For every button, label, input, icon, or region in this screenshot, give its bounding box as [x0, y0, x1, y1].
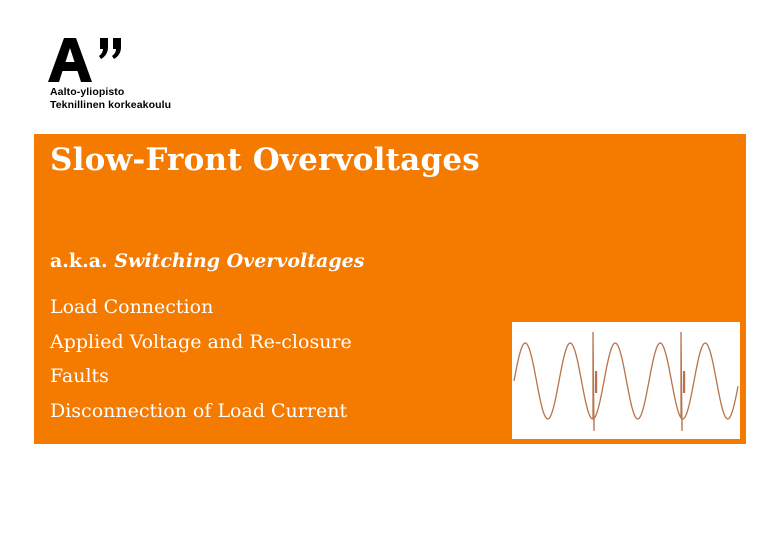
subtitle-prefix: a.k.a.	[50, 250, 115, 272]
logo-school-name: Teknillinen korkeakoulu	[50, 99, 172, 111]
topic-item: Disconnection of Load Current	[50, 399, 348, 422]
topic-list	[50, 290, 352, 428]
waveform-figure	[512, 322, 740, 439]
slide-subtitle	[50, 250, 364, 272]
title-banner	[34, 134, 746, 444]
topic-item: Faults	[50, 365, 109, 387]
transient-spike	[595, 371, 597, 393]
topic-item: Load Connection	[50, 296, 214, 318]
waveform-trace	[514, 332, 738, 431]
aalto-logo-mark-icon	[48, 36, 138, 84]
topic-item: Applied Voltage and Re-closure	[50, 330, 352, 353]
slide-title: Slow-Front Overvoltages	[50, 142, 480, 178]
transient-spike	[683, 371, 685, 393]
subtitle-emphasis: Switching Overvoltages	[114, 250, 365, 272]
aalto-logo	[48, 36, 188, 116]
logo-university-name: Aalto-yliopisto	[50, 86, 125, 98]
waveform-icon	[512, 322, 740, 439]
